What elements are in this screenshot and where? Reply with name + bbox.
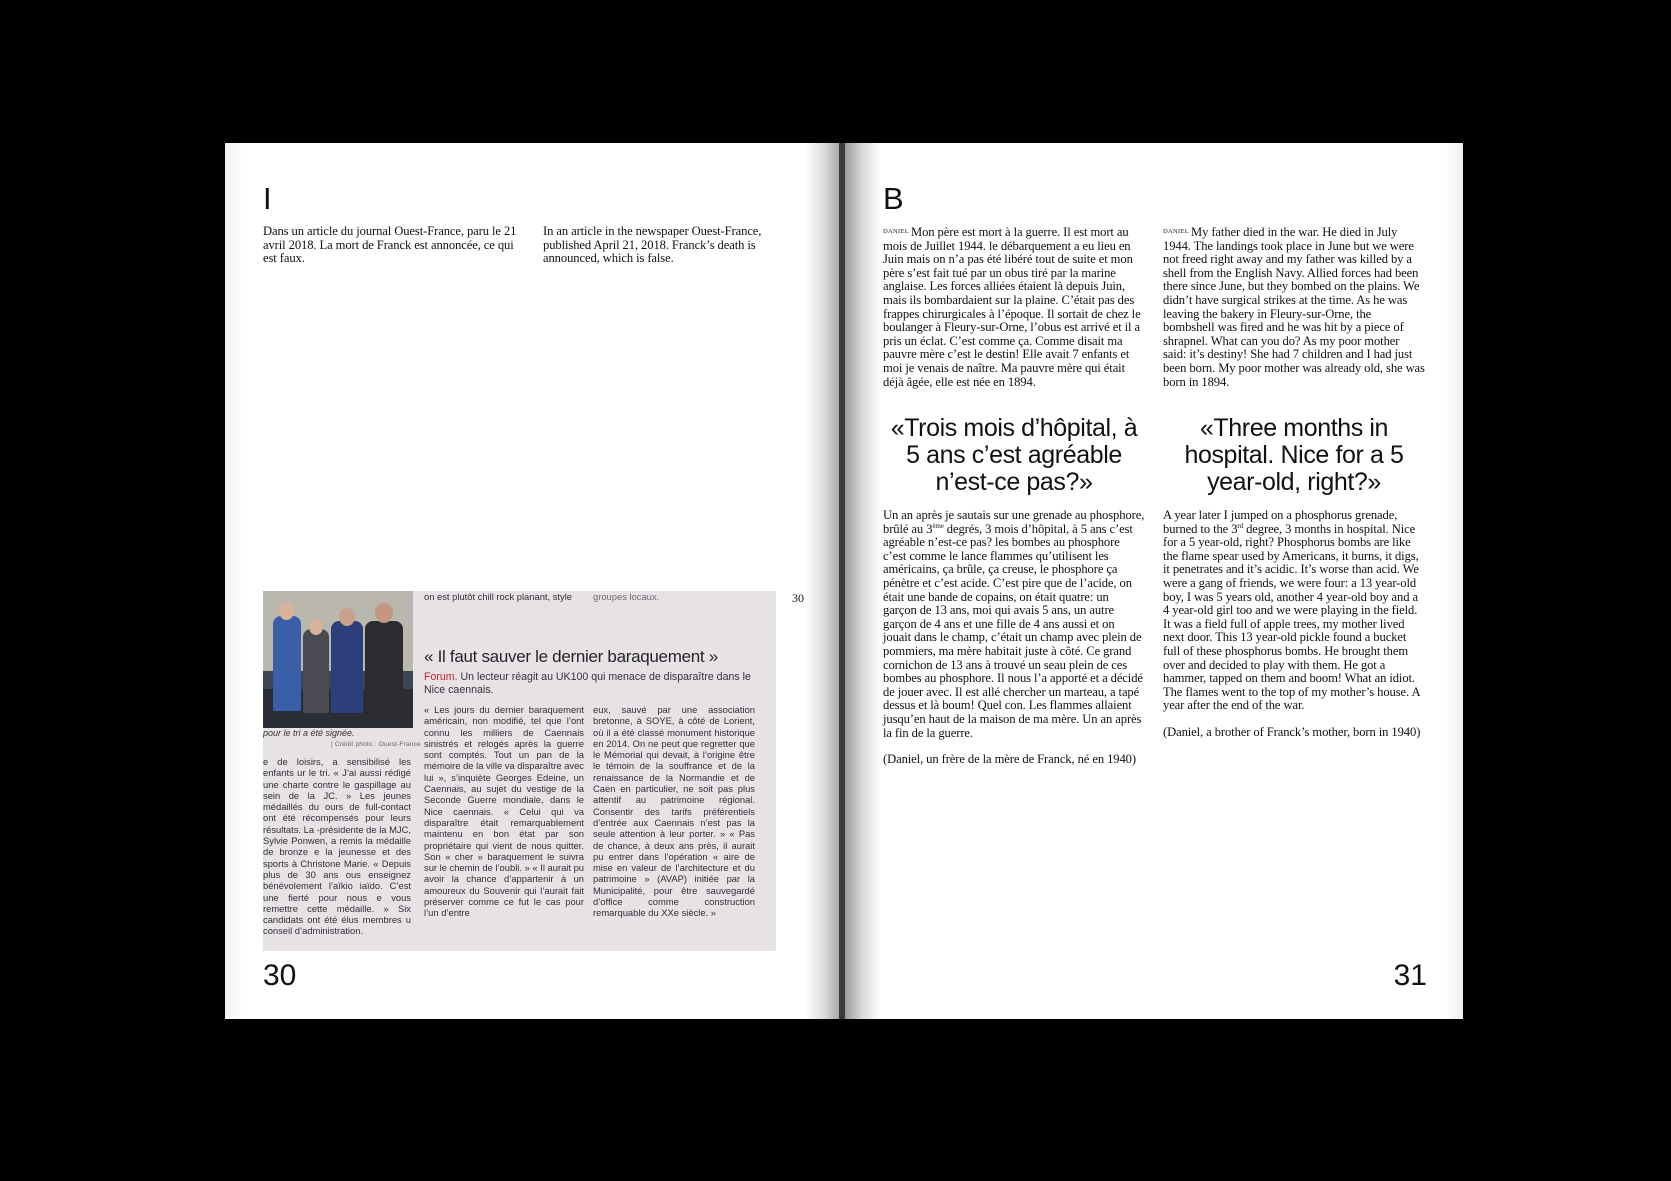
clipping-column-3-text: eux, sauvé par une association bretonne, à SOYE, à côté de Lorient, où il a été classé monument historique en 2014. On ne peut que regretter que le Mémorial qui devait, à l’origine être le témoin de la souffrance et de la renaissance de la Normandie et de Caen en particulier, ne soit pas plus attentif au patrimoine régional. Consentir des tarifs préférentiels d’entrée aux Caennais n’est pas la seule attention à leur porter. » « Pas de chance, à deux ans près, il aurait pu entrer dans l’opération « aire de mise en valeur de l’architecture et du patrimoine » (AVAP) initiée par la Municipalité, pour être sauvegardé d’office comme construction remarquable du XXe siècle. » [593, 704, 755, 919]
page-number: 30 [263, 959, 297, 992]
photo-caption: pour le tri a été signée. [263, 728, 355, 738]
clipping-column-1-text: e de loisirs, a sensibilisé les enfants ur le tri. « J’ai aussi rédigé une charte contre le gaspillage au sein de la JC. » Les jeunes médaillés du ours de full-contact ont été récompensés pour leurs résultats. La -présidente de la MJC, Sylvie Ponwen, a remis la médaille de bronze e la jeunesse et des sports à Christone Marie. « Depuis plus de 30 ans ous enseignez bénévolement l’aïkio iaïdo. C’est une fierté pour nous e vous remettre cette médaille. » Six candidats ont été élus membres u conseil d’administration. [263, 756, 411, 937]
english-caption-text: In an article in the newspaper Ouest-France, published April 21, 2018. Franck’s death is announced, which is false. [543, 224, 762, 266]
lead-text: Un lecteur réagit au UK100 qui menace de disparaître dans le Nice caennais. [424, 671, 751, 696]
clipping-photo [263, 591, 413, 728]
english-credit: (Daniel, a brother of Franck’s mother, born in 1940) [1163, 724, 1421, 739]
clipping-headline: « Il faut sauver le dernier baraquement » [424, 647, 718, 666]
english-caption [543, 225, 805, 266]
clipping-column-3 [593, 704, 755, 919]
section-letter: I [263, 181, 272, 216]
clipping-top-left-text: on est plutôt chill rock planant, style [424, 591, 572, 602]
french-story-text: Un an après je sautais sur une grenade au phosphore, brûlé au 3ème degrés, 3 mois d’hôpital, à 5 ans c’est agréable n’est-ce pas? les bombes au phosphore c’est comme le lance flammes qu’utilisent les américains, ça brûle, ça creuse, le phosphore ça pénètre et c’est acide. C’est pire que de l’acide, on était une bande de copains, on était quatre: un garçon de 13 ans, moi qui avais 5 ans, un autre garçon de 4 ans et une fille de 4 ans aussi et on jouait dans le champ, c’était un champ avec plein de pommiers, ma mère habitait juste à côté. Ce grand cornichon de 13 ans à trouvé un seau plein de ces bombes au phosphore. Il nous l’a apporté et a décidé de jouer avec. Il est allé chercher un marteau, a tapé dessus et là boum! Quel con. Les flammes allaient jusqu’en haut de la maison de ma mère. Un an après la fin de la guerre. [883, 508, 1145, 740]
english-pull-quote: «Three months in hospital. Nice for a 5 year-old, right?» [1184, 414, 1404, 496]
speaker-tag: DANIEL [1163, 228, 1189, 235]
right-page [845, 143, 1463, 1019]
page-number: 31 [1393, 959, 1427, 992]
french-intro-text: Mon père est mort à la guerre. Il est mort au mois de Juillet 1944. le débarquement a eu lieu en Juin mais on n’a pas été libéré tout de suite et mon père s’est fait tué par un obus tiré par la marine anglaise. Les forces alliées étaient là depuis Juin, mais ils bombardaient sur la plaine. C’était pas des frappes chirurgicales à l’époque. Il sortait de chez le boulanger à Fleury-sur-Orne, l’obus est arrivé et il a pris un éclat. C’est comme ça. Comme disait ma pauvre mère c’est le destin! Elle avait 7 enfants et moi je venais de naître. Ma pauvre mère qui était déjà âgée, elle est née en 1894. [883, 225, 1141, 389]
french-pull-quote: «Trois mois d’hôpital, à 5 ans c’est agréable n’est-ce pas?» [890, 414, 1138, 496]
french-credit: (Daniel, un frère de la mère de Franck, né en 1940) [883, 752, 1136, 767]
english-story-text: A year later I jumped on a phosphorus grenade, burned to the 3rd degree, 3 months in hospital. Nice for a 5 year-old, right? Phosphorus bombs are like the flame spear used by Americans, it burns, it digs, it penetrates and it’s acidic. It’s worse than acid. We were a gang of friends, we were four: a 13 year-old boy, I was 5 years old, another 4 year-old boy and a 4 year-old girl too and we were playing in the field. It was a field full of apple trees, my mother lived next door. This 13 year-old pickle found a bucket full of these phosphorus bombs. He brought them over and decided to play with them. He got a hammer, tapped on them and boom! What an idiot. The flames went to the top of my mother’s house. A year after the end of the war. [1163, 508, 1420, 713]
clipping-column-2 [424, 704, 584, 919]
french-caption [263, 225, 525, 266]
clipping-top-right-text: groupes locaux. [593, 591, 660, 602]
section-letter: B [883, 181, 904, 216]
clipping-column-1 [263, 756, 411, 937]
french-intro [883, 225, 1145, 389]
english-intro [1163, 225, 1425, 389]
left-page [225, 143, 839, 1019]
clipping-lead [424, 671, 754, 697]
figure-number: 30 [792, 591, 804, 605]
newspaper-clipping [263, 591, 776, 951]
speaker-tag: DANIEL [883, 228, 909, 235]
french-caption-text: Dans un article du journal Ouest-France, paru le 21 avril 2018. La mort de Franck est annoncée, ce qui est faux. [263, 224, 517, 266]
clipping-column-2-text: « Les jours du dernier baraquement américain, non modifié, tel que l’ont connu les milliers de Caennais sinistrés et relogés après la guerre sont comptés. Tout un pan de la mémoire de la ville va disparaître avec lui », s’inquiète Georges Edeine, un Caennais, au sujet du vestige de la Seconde Guerre mondiale, dans le Nice caennais. « Celui qui va disparaître était remarquablement maintenu en bon état par son propriétaire qui vient de nous quitter. Son « cher » baraquement le suivra sur le chemin de l’oubli. » « Il aurait pu avoir la chance d’appartenir à un amoureux du Souvenir qui l’aurait fait préserver comme ce fut le cas pour l’un d’entre [424, 704, 584, 919]
english-story [1163, 509, 1425, 740]
lead-label: Forum. [424, 671, 458, 683]
french-story [883, 509, 1145, 767]
photo-credit: | Crédit photo : Ouest-France [331, 741, 421, 748]
english-intro-text: My father died in the war. He died in July 1944. The landings took place in June but we were not freed right away and my father was killed by a shell from the English Navy. Allied forces had been there since June, but they bombed on the plains. We didn’t have surgical strikes at the time. As he was leaving the bakery in Fleury-sur-Orne, the bombshell was fired and he was hit by a piece of shrapnel. What can you do? As my poor mother said: it’s destiny! She had 7 children and I had just been born. My poor mother was already old, she was born in 1894. [1163, 225, 1425, 389]
